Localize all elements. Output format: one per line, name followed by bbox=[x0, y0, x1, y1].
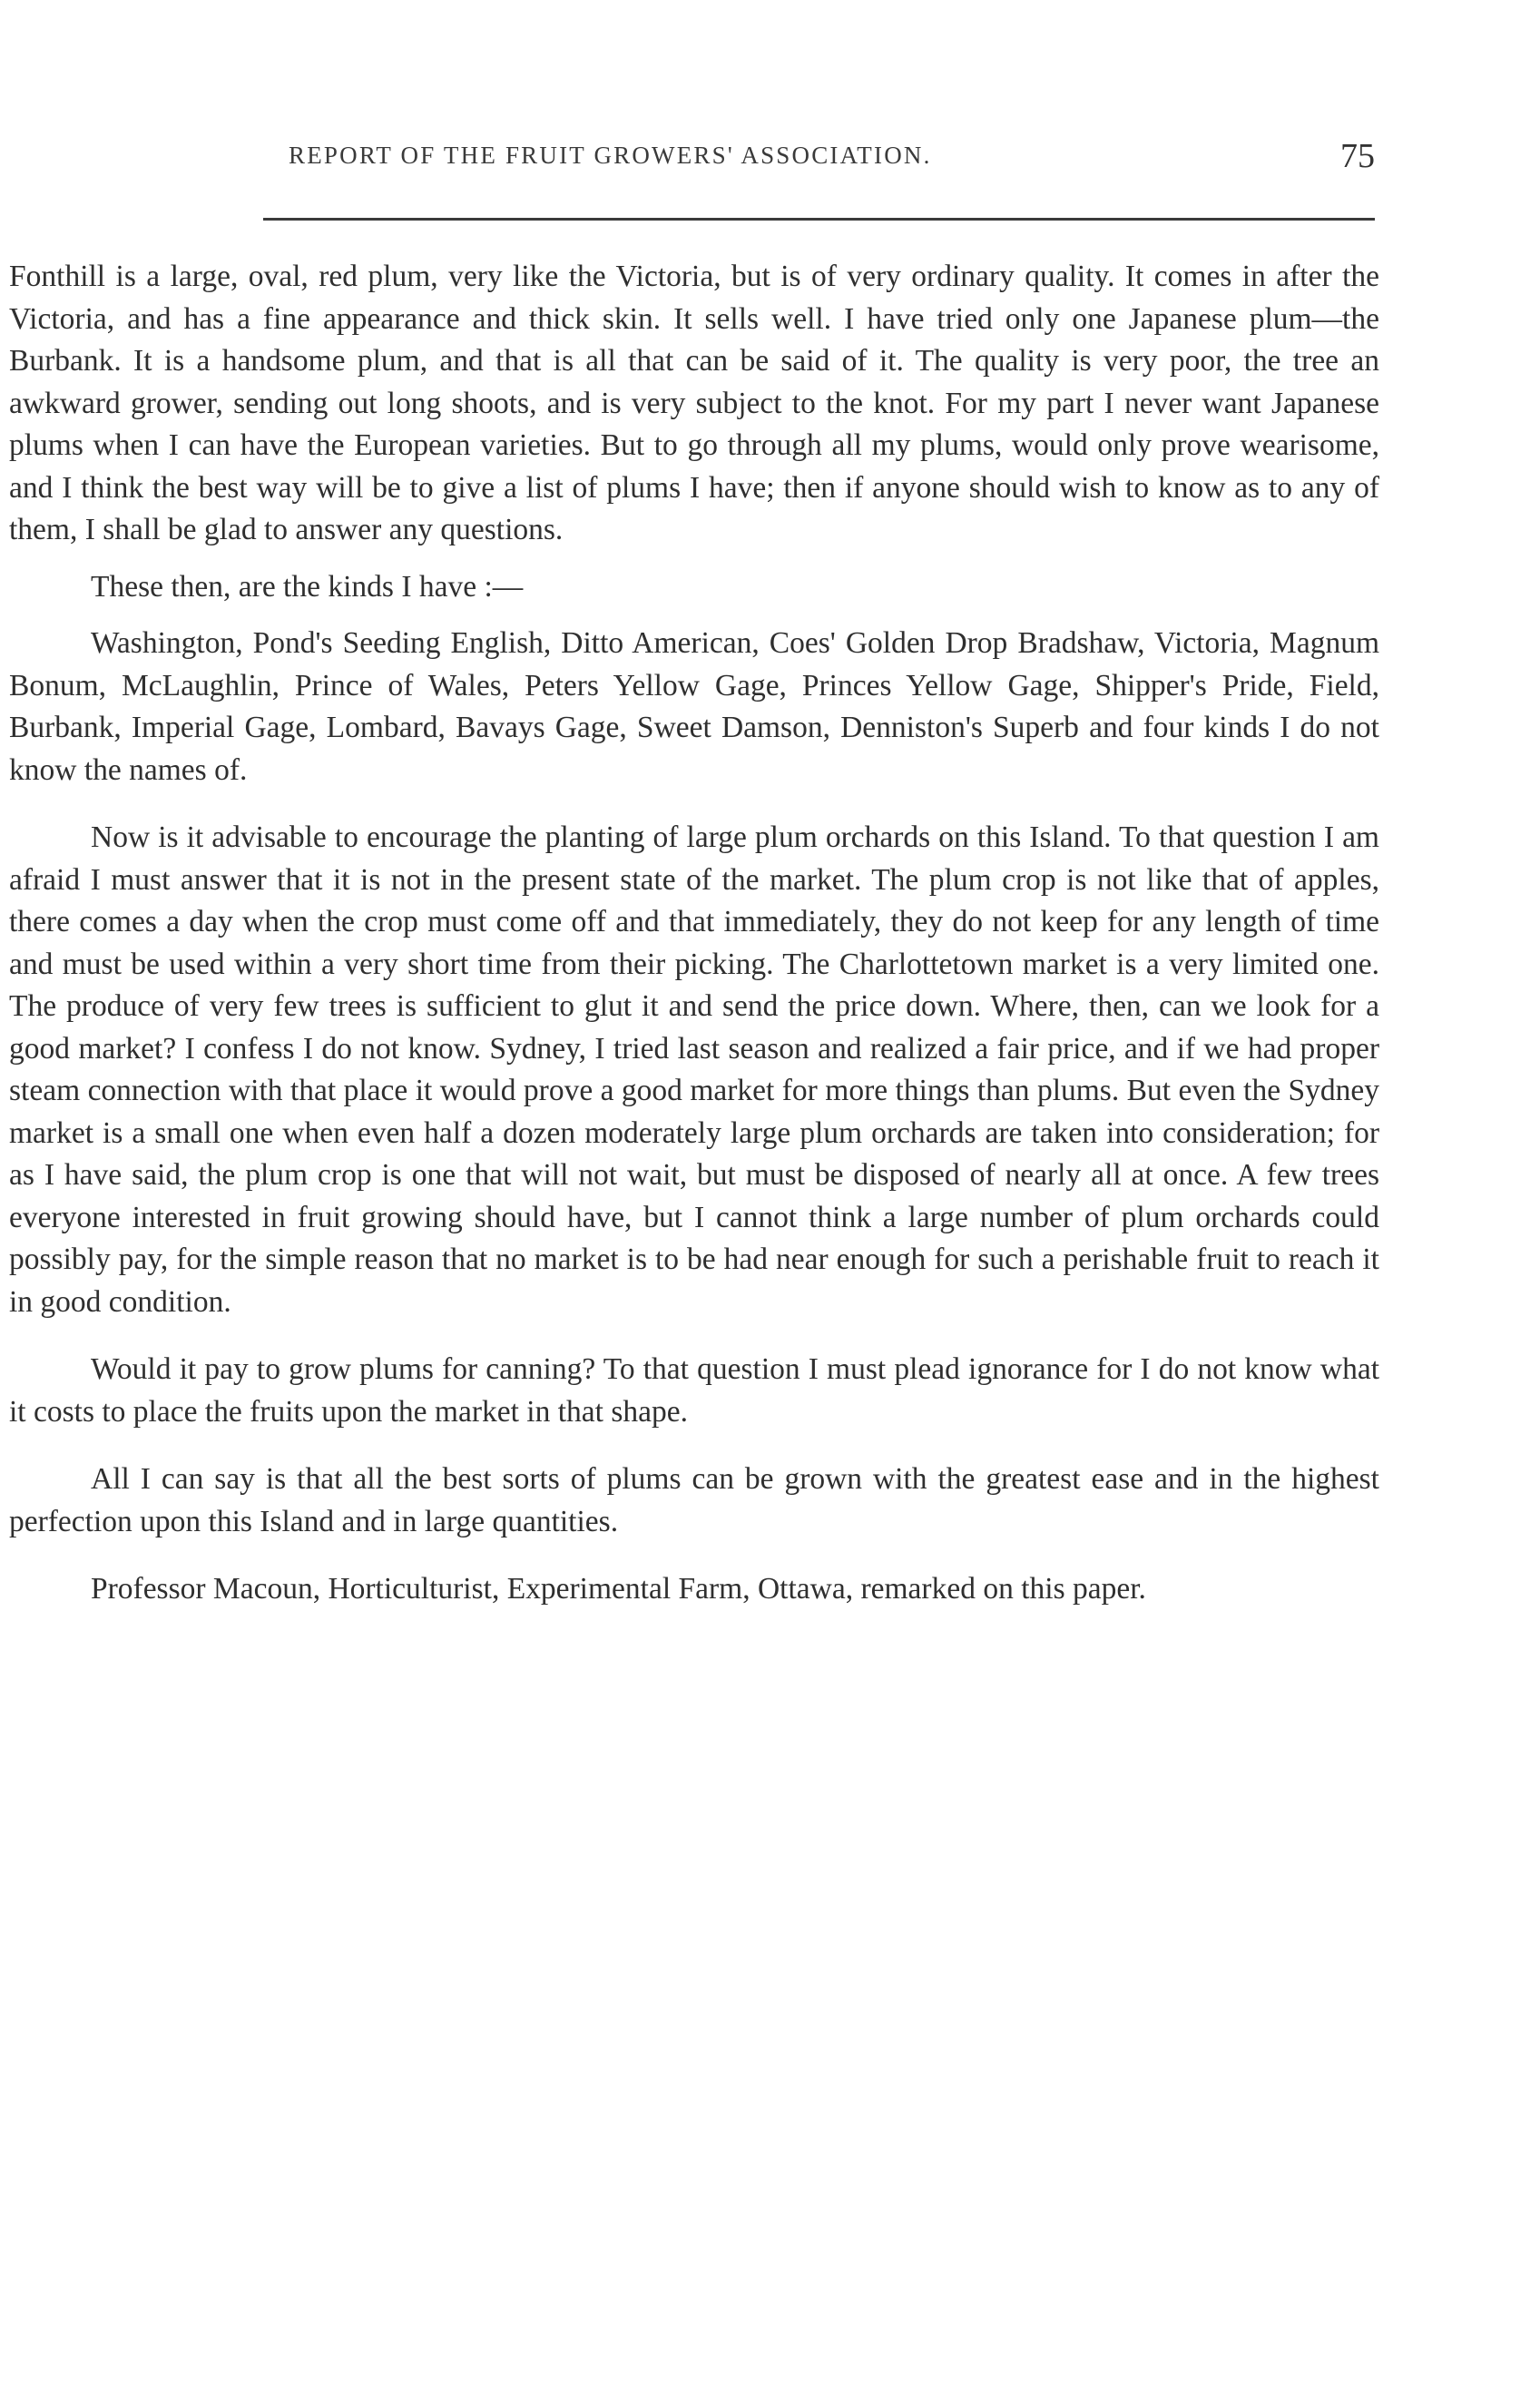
paragraph-plum-orchards: Now is it advisable to encourage the planting of large plum orchards on this Island. To that question I am afraid I must answer that it is not in the present state of the market. The plum crop is not like that of apples, there comes a day when the crop must come off and that immediately, they do not keep for any length of time and must be used within a very short time from their picking. The Charlottetown market is a very limited one. The produce of very few trees is sufficient to glut it and send the price down. Where, then, can we look for a good market? I confess I do not know. Sydney, I tried last season and realized a fair price, and if we had proper steam connection with that place it would prove a good market for more things than plums. But even the Sydney market is a small one when even half a dozen moderately large plum orchards are taken into consideration; for as I have said, the plum crop is one that will not wait, but must be disposed of nearly all at once. A few trees everyone interested in fruit growing should have, but I cannot think a large number of plum orchards could possibly pay, for the simple reason that no market is to be had near enough for such a perishable fruit to reach it in good condition. bbox=[9, 820, 1379, 1319]
running-header bbox=[263, 136, 1375, 182]
running-title: REPORT OF THE FRUIT GROWERS' ASSOCIATION. bbox=[289, 142, 932, 169]
paragraph-best-sorts: All I can say is that all the best sorts of plums can be grown with the greatest ease and in the highest perfection upon this Island and in large quantities. bbox=[9, 1462, 1379, 1538]
paragraph-canning: Would it pay to grow plums for canning? To that question I must plead ignorance for I do not know what it costs to place the fruits upon the market in that shape. bbox=[9, 1352, 1379, 1429]
body-text bbox=[9, 256, 1379, 1611]
paragraph-professor-macoun: Professor Macoun, Horticulturist, Experimental Farm, Ottawa, remarked on this paper. bbox=[91, 1572, 1146, 1606]
paragraph-fonthill: Fonthill is a large, oval, red plum, very like the Victoria, but is of very ordinary quality. It comes in after the Victoria, and has a fine appearance and thick skin. It sells well. I have tried only one Japanese plum—the Burbank. It is a handsome plum, and that is all that can be said of it. The quality is very poor, the tree an awkward grower, sending out long shoots, and is very subject to the knot. For my part I never want Japanese plums when I can have the European varieties. But to go through all my plums, would only prove wearisome, and I think the best way will be to give a list of plums I have; then if anyone should wish to know as to any of them, I shall be glad to answer any questions. bbox=[9, 260, 1379, 546]
page-number: 75 bbox=[1340, 137, 1375, 175]
paragraph-kinds-intro: These then, are the kinds I have :— bbox=[91, 569, 524, 604]
paragraph-plum-list: Washington, Pond's Seeding English, Ditto American, Coes' Golden Drop Bradshaw, Victoria, Magnum Bonum, McLaughlin, Prince of Wales, Peters Yellow Gage, Princes Yellow Gage, Shipper's Pride, Field, Burbank, Imperial Gage, Lombard, Bavays Gage, Sweet Damson, Denniston's Superb and four kinds I do not know the names of. bbox=[9, 626, 1379, 787]
header-rule bbox=[263, 218, 1375, 221]
